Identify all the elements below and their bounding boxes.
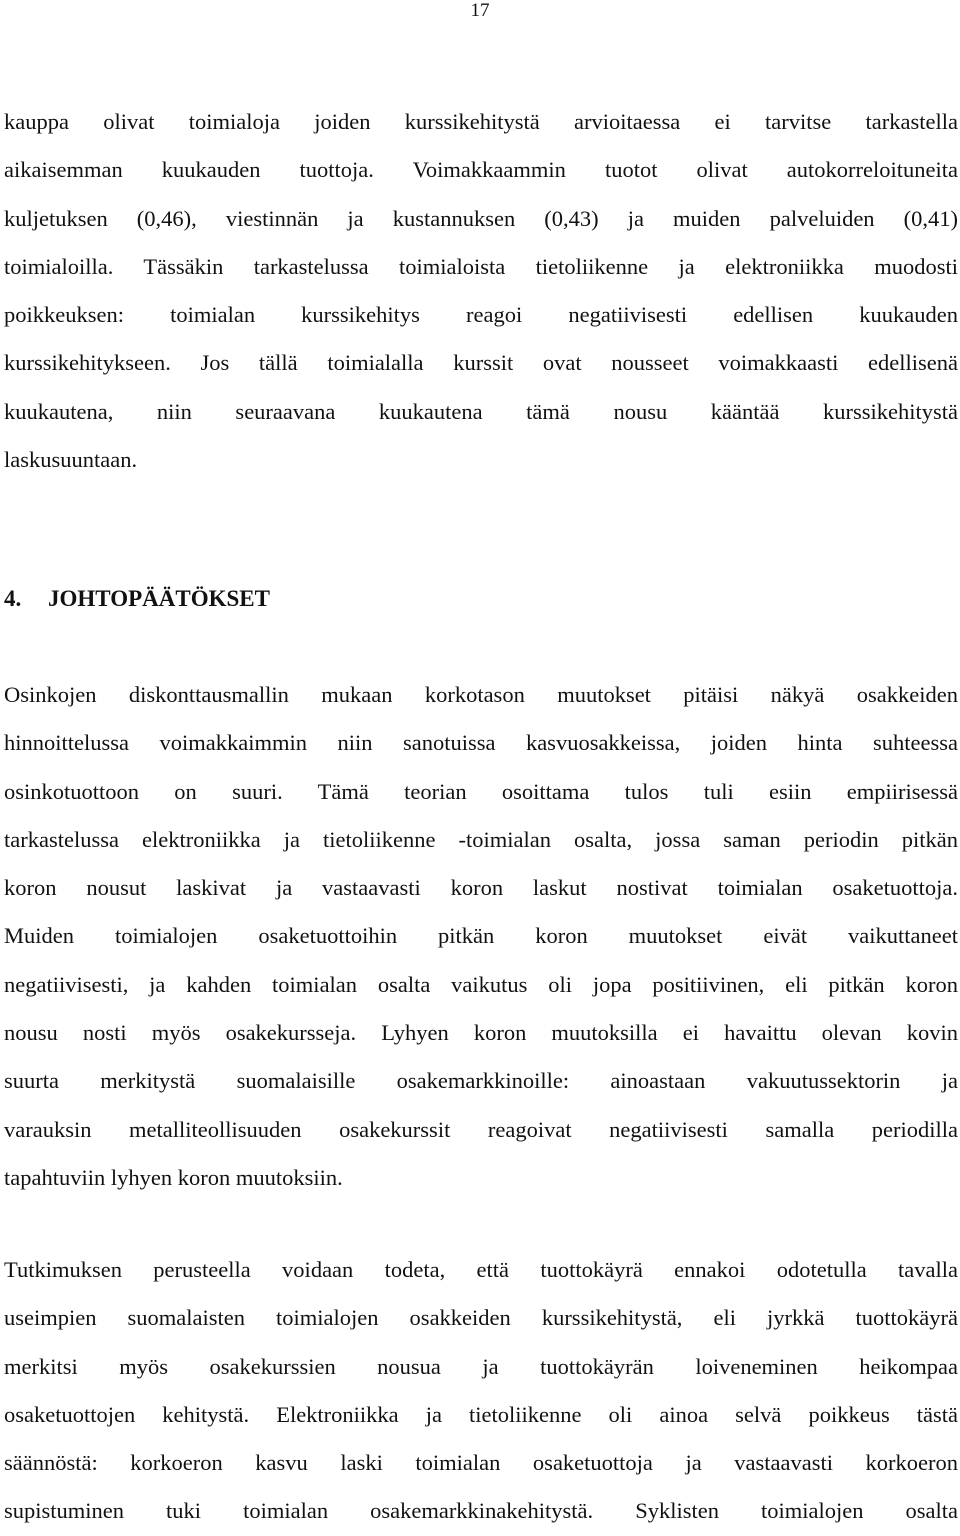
text-line: kauppa olivat toimialoja joiden kurssikehitystä arvioitaessa ei tarvitse tarkastella: [4, 109, 958, 134]
text-line: toimialoilla. Tässäkin tarkastelussa toimialoista tietoliikenne ja elektroniikka muodosti: [4, 253, 958, 279]
section-title: JOHTOPÄÄTÖKSET: [48, 586, 270, 611]
text-line: tapahtuviin lyhyen koron muutoksiin.: [4, 1164, 343, 1190]
section-heading: [4, 582, 270, 616]
page-number: 17: [470, 0, 490, 21]
text-line: säännöstä: korkoeron kasvu laski toimialan osaketuottoja ja vastaavasti korkoeron: [4, 1450, 958, 1476]
text-line: osinkotuottoon on suuri. Tämä teorian osoittama tulos tuli esiin empiirisessä: [4, 778, 958, 804]
text-line: koron nousut laskivat ja vastaavasti koron laskut nostivat toimialan osaketuottoja.: [4, 875, 958, 901]
text-line: kuljetuksen (0,46), viestinnän ja kustannuksen (0,43) ja muiden palveluiden (0,41): [4, 205, 958, 231]
section-number: 4.: [4, 586, 22, 611]
text-line: useimpien suomalaisten toimialojen osakkeiden kurssikehitystä, eli jyrkkä tuottokäyrä: [4, 1305, 958, 1331]
text-line: Muiden toimialojen osaketuottoihin pitkän koron muutokset eivät vaikuttaneet: [4, 923, 958, 949]
text-line: hinnoittelussa voimakkaimmin niin sanotuissa kasvuosakkeissa, joiden hinta suhteessa: [4, 730, 958, 756]
text-line: osaketuottojen kehitystä. Elektroniikka ja tietoliikenne oli ainoa selvä poikkeus tästä: [4, 1401, 958, 1427]
text-line: kurssikehitykseen. Jos tällä toimialalla kurssit ovat nousseet voimakkaasti edellisenä: [4, 350, 958, 376]
paragraph-2: [4, 671, 958, 1202]
text-line: merkitsi myös osakekurssien nousua ja tuottokäyrän loiveneminen heikompaa: [4, 1353, 958, 1379]
text-line: Tutkimuksen perusteella voidaan todeta, että tuottokäyrä ennakoi odotetulla tavalla: [4, 1257, 958, 1282]
paragraph-3: [4, 1246, 958, 1536]
text-line: kuukautena, niin seuraavana kuukautena tämä nousu kääntää kurssikehitystä: [4, 398, 958, 424]
text-line: aikaisemman kuukauden tuottoja. Voimakkaammin tuotot olivat autokorreloituneita: [4, 157, 958, 183]
text-line: Osinkojen diskonttausmallin mukaan korkotason muutokset pitäisi näkyä osakkeiden: [4, 682, 958, 707]
text-line: supistuminen tuki toimialan osakemarkkinakehitystä. Syklisten toimialojen osalta: [4, 1498, 958, 1524]
text-line: poikkeuksen: toimialan kurssikehitys reagoi negatiivisesti edellisen kuukauden: [4, 302, 958, 328]
text-line: laskusuuntaan.: [4, 447, 138, 473]
paragraph-1: [4, 98, 958, 484]
text-line: negatiivisesti, ja kahden toimialan osalta vaikutus oli jopa positiivinen, eli pitkän koron: [4, 971, 958, 997]
text-line: varauksin metalliteollisuuden osakekurssit reagoivat negatiivisesti samalla periodilla: [4, 1116, 958, 1142]
text-line: nousu nosti myös osakekursseja. Lyhyen koron muutoksilla ei havaittu olevan kovin: [4, 1020, 958, 1046]
text-line: suurta merkitystä suomalaisille osakemarkkinoille: ainoastaan vakuutussektorin ja: [4, 1068, 958, 1094]
text-line: tarkastelussa elektroniikka ja tietoliikenne -toimialan osalta, jossa saman periodin pitkän: [4, 826, 958, 852]
